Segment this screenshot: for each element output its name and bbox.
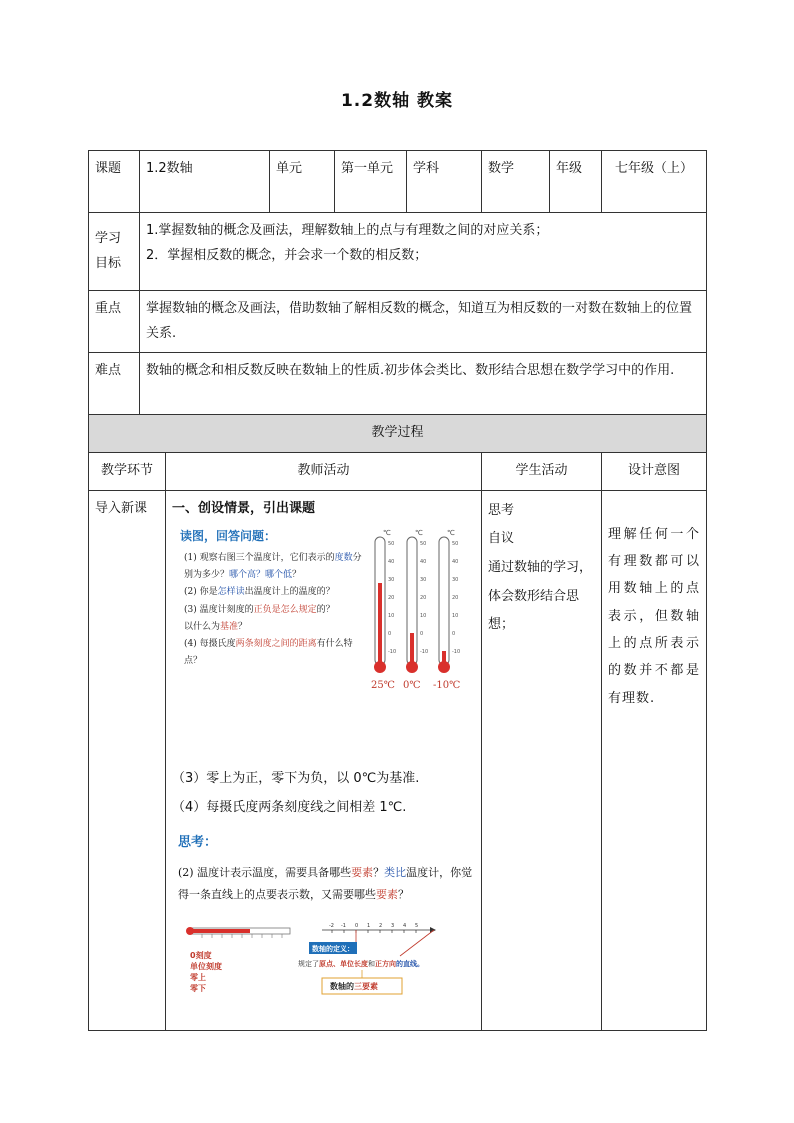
course-value: 1.2数轴 <box>140 151 270 213</box>
grade-value: 七年级（上） <box>602 151 707 213</box>
question-3: (3) 温度计刻度的正负是怎么规定的？ 以什么为基准？ <box>184 604 335 632</box>
svg-text:-10: -10 <box>452 649 461 656</box>
numberline-figure <box>172 920 477 1010</box>
question-4: (4) 每摄氏度两条刻度之间的距离有什么特点？ <box>184 638 353 666</box>
svg-text:0: 0 <box>388 631 392 638</box>
svg-text:50: 50 <box>388 541 395 548</box>
design-intent: 理解任何一个有理数都可以用数轴上的点表示，但数轴上的点所表示的数并不都是有理数. <box>602 490 707 1030</box>
col-teacher: 教师活动 <box>166 453 482 491</box>
svg-text:-1: -1 <box>341 922 346 929</box>
col-design: 设计意图 <box>602 453 707 491</box>
thermometer-25 <box>374 529 396 673</box>
elem-above: 零上 <box>190 972 206 982</box>
student-item: 思考 <box>488 502 515 518</box>
svg-text:℃: ℃ <box>415 529 423 538</box>
question-block <box>172 525 367 695</box>
svg-text:0: 0 <box>420 631 424 638</box>
label-minus10: -10℃ <box>433 680 461 692</box>
stage-cell: 导入新课 <box>89 490 166 1030</box>
svg-text:50: 50 <box>452 541 459 548</box>
process-title: 教学过程 <box>89 415 707 453</box>
goals-content <box>140 213 707 291</box>
svg-text:20: 20 <box>452 595 459 602</box>
three-elements: 数轴的三要素 <box>330 981 378 991</box>
thermometers-svg <box>367 525 465 695</box>
elem-zero: 0刻度 <box>190 950 212 960</box>
read-heading: 读图，回答问题： <box>180 529 277 544</box>
col-stage: 教学环节 <box>89 453 166 491</box>
svg-text:0: 0 <box>452 631 456 638</box>
elem-unit: 单位刻度 <box>190 961 222 971</box>
svg-text:-2: -2 <box>329 922 334 929</box>
thermometer-minus10 <box>438 529 460 673</box>
document-title: 1.2数轴 教案 <box>340 91 454 111</box>
goal-item: 2．掌握相反数的概念，并会求一个数的相反数； <box>146 247 428 263</box>
svg-text:40: 40 <box>420 559 427 566</box>
grade-label: 年级 <box>550 151 602 213</box>
svg-text:50: 50 <box>420 541 427 548</box>
svg-text:30: 30 <box>420 577 427 584</box>
goals-label: 学习目标 <box>89 213 140 291</box>
def-text: 规定了原点、单位长度和正方向的直线。 <box>298 959 424 968</box>
subject-label: 学科 <box>407 151 482 213</box>
svg-text:4: 4 <box>403 922 407 929</box>
student-item: 通过数轴的学习，体会数形结合思想； <box>488 559 593 633</box>
def-tag: 数轴的定义： <box>312 944 354 953</box>
answer-3: （3）零上为正，零下为负，以 0℃为基准. <box>172 771 420 787</box>
teacher-activity <box>166 490 482 1030</box>
label-25: 25℃ <box>371 680 395 692</box>
svg-text:3: 3 <box>391 922 395 929</box>
svg-text:℃: ℃ <box>383 529 391 538</box>
svg-text:30: 30 <box>388 577 395 584</box>
thermometer-0 <box>406 529 428 673</box>
svg-text:40: 40 <box>452 559 459 566</box>
svg-text:℃: ℃ <box>447 529 455 538</box>
svg-text:-10: -10 <box>420 649 429 656</box>
svg-text:40: 40 <box>388 559 395 566</box>
course-label: 课题 <box>89 151 140 213</box>
svg-text:10: 10 <box>388 613 395 620</box>
svg-text:30: 30 <box>452 577 459 584</box>
difficulty-label: 难点 <box>89 353 140 415</box>
label-0: 0℃ <box>403 680 421 692</box>
svg-text:10: 10 <box>420 613 427 620</box>
lesson-plan-table <box>88 150 707 1031</box>
col-student: 学生活动 <box>482 453 602 491</box>
think-text: (2) 温度计表示温度，需要具备哪些要素？类比温度计，你觉得一条直线上的点要表示数，又需要哪些要素？ <box>178 865 473 901</box>
think-heading: 思考： <box>178 834 218 850</box>
student-activity <box>482 490 602 1030</box>
svg-text:1: 1 <box>367 922 371 929</box>
student-item: 自议 <box>488 531 515 547</box>
key-label: 重点 <box>89 291 140 353</box>
thermometer-figure <box>172 525 477 695</box>
subject-value: 数学 <box>482 151 550 213</box>
unit-value: 第一单元 <box>335 151 407 213</box>
svg-text:20: 20 <box>388 595 395 602</box>
question-1: (1) 观察右图三个温度计，它们表示的度数分别为多少？哪个高？哪个低？ <box>184 553 362 581</box>
svg-text:10: 10 <box>452 613 459 620</box>
svg-text:2: 2 <box>379 922 383 929</box>
numberline-svg <box>172 920 472 1010</box>
key-text: 掌握数轴的概念及画法，借助数轴了解相反数的概念，知道互为相反数的一对数在数轴上的位置关系. <box>140 291 707 353</box>
unit-label: 单元 <box>270 151 335 213</box>
svg-text:5: 5 <box>415 922 419 929</box>
elem-below: 零下 <box>190 983 206 993</box>
section-title: 一、创设情景，引出课题 <box>172 500 316 516</box>
goal-item: 1.掌握数轴的概念及画法，理解数轴上的点与有理数之间的对应关系； <box>146 223 549 238</box>
svg-text:0: 0 <box>355 922 359 929</box>
svg-text:-10: -10 <box>388 649 397 656</box>
svg-text:20: 20 <box>420 595 427 602</box>
difficulty-text: 数轴的概念和相反数反映在数轴上的性质.初步体会类比、数形结合思想在数学学习中的作用. <box>140 353 707 415</box>
question-2: (2) 你是怎样读出温度计上的温度的？ <box>184 587 335 598</box>
answer-4: （4）每摄氏度两条刻度线之间相差 1℃. <box>172 800 407 816</box>
